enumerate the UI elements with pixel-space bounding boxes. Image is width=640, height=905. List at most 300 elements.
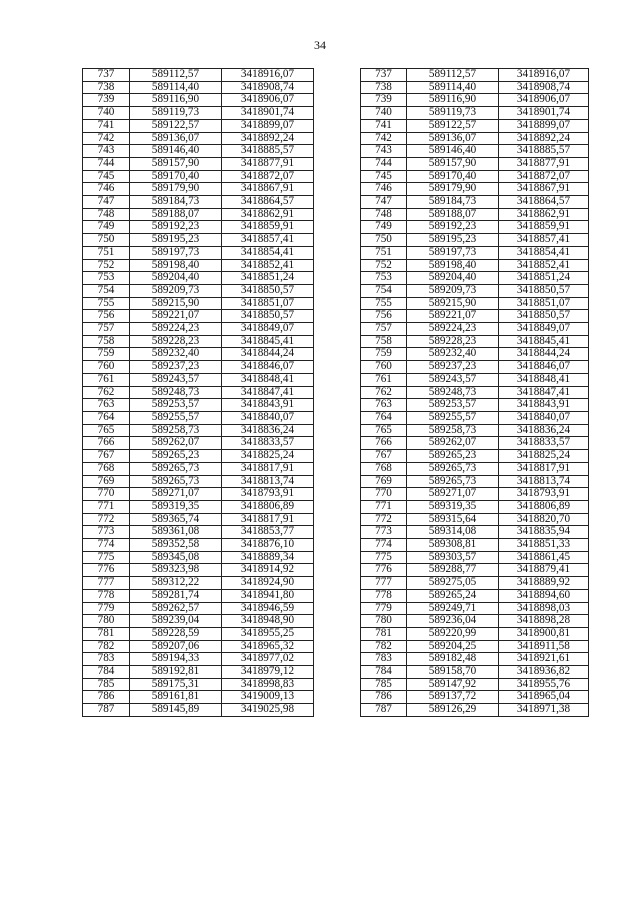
left-point-number-cell: 750 (83, 234, 130, 247)
left-y-coordinate-cell: 3418916,07 (222, 69, 314, 82)
left-y-coordinate-cell: 3418977,02 (222, 653, 314, 666)
column-gap (314, 234, 361, 247)
left-point-number-cell: 739 (83, 94, 130, 107)
table-row (83, 208, 589, 221)
left-x-coordinate-cell: 589188,07 (130, 208, 222, 221)
column-gap (314, 373, 361, 386)
left-y-coordinate-cell: 3418892,24 (222, 132, 314, 145)
table-row (83, 653, 589, 666)
right-y-coordinate-cell: 3418877,91 (499, 157, 589, 170)
right-y-coordinate-cell: 3418889,92 (499, 577, 589, 590)
column-gap (314, 666, 361, 679)
left-point-number-cell: 767 (83, 450, 130, 463)
left-y-coordinate-cell: 3418876,10 (222, 539, 314, 552)
table-row (83, 183, 589, 196)
right-point-number-cell: 782 (361, 640, 407, 653)
right-point-number-cell: 777 (361, 577, 407, 590)
column-gap (314, 183, 361, 196)
right-y-coordinate-cell: 3418813,74 (499, 475, 589, 488)
left-x-coordinate-cell: 589237,23 (130, 361, 222, 374)
right-x-coordinate-cell: 589265,24 (407, 589, 499, 602)
table-row (83, 310, 589, 323)
column-gap (314, 450, 361, 463)
left-point-number-cell: 747 (83, 196, 130, 209)
left-x-coordinate-cell: 589197,73 (130, 246, 222, 259)
left-y-coordinate-cell: 3418899,07 (222, 119, 314, 132)
left-x-coordinate-cell: 589262,07 (130, 437, 222, 450)
right-x-coordinate-cell: 589237,23 (407, 361, 499, 374)
right-x-coordinate-cell: 589308,81 (407, 539, 499, 552)
right-y-coordinate-cell: 3418892,24 (499, 132, 589, 145)
table-row (83, 627, 589, 640)
left-point-number-cell: 760 (83, 361, 130, 374)
right-point-number-cell: 773 (361, 526, 407, 539)
left-x-coordinate-cell: 589161,81 (130, 691, 222, 704)
right-y-coordinate-cell: 3418854,41 (499, 246, 589, 259)
right-y-coordinate-cell: 3418885,57 (499, 145, 589, 158)
left-x-coordinate-cell: 589271,07 (130, 488, 222, 501)
right-x-coordinate-cell: 589137,72 (407, 691, 499, 704)
left-point-number-cell: 752 (83, 259, 130, 272)
left-y-coordinate-cell: 3418849,07 (222, 323, 314, 336)
left-x-coordinate-cell: 589116,90 (130, 94, 222, 107)
column-gap (314, 500, 361, 513)
column-gap (314, 411, 361, 424)
right-x-coordinate-cell: 589271,07 (407, 488, 499, 501)
table-row (83, 615, 589, 628)
left-y-coordinate-cell: 3418914,92 (222, 564, 314, 577)
left-point-number-cell: 749 (83, 221, 130, 234)
right-y-coordinate-cell: 3418850,57 (499, 284, 589, 297)
left-point-number-cell: 751 (83, 246, 130, 259)
left-point-number-cell: 757 (83, 323, 130, 336)
right-y-coordinate-cell: 3418908,74 (499, 81, 589, 94)
column-gap (314, 551, 361, 564)
left-y-coordinate-cell: 3418854,41 (222, 246, 314, 259)
column-gap (314, 69, 361, 82)
left-point-number-cell: 740 (83, 107, 130, 120)
table-row (83, 386, 589, 399)
left-x-coordinate-cell: 589228,23 (130, 335, 222, 348)
left-y-coordinate-cell: 3418840,07 (222, 411, 314, 424)
table-row (83, 297, 589, 310)
right-point-number-cell: 764 (361, 411, 407, 424)
table-row (83, 666, 589, 679)
left-point-number-cell: 744 (83, 157, 130, 170)
right-point-number-cell: 772 (361, 513, 407, 526)
right-x-coordinate-cell: 589122,57 (407, 119, 499, 132)
right-point-number-cell: 757 (361, 323, 407, 336)
left-x-coordinate-cell: 589175,31 (130, 678, 222, 691)
right-point-number-cell: 756 (361, 310, 407, 323)
right-x-coordinate-cell: 589265,23 (407, 450, 499, 463)
right-x-coordinate-cell: 589288,77 (407, 564, 499, 577)
right-point-number-cell: 748 (361, 208, 407, 221)
left-x-coordinate-cell: 589119,73 (130, 107, 222, 120)
column-gap (314, 208, 361, 221)
table-row (83, 196, 589, 209)
left-point-number-cell: 770 (83, 488, 130, 501)
right-point-number-cell: 778 (361, 589, 407, 602)
column-gap (314, 602, 361, 615)
right-y-coordinate-cell: 3418861,45 (499, 551, 589, 564)
left-x-coordinate-cell: 589312,22 (130, 577, 222, 590)
right-y-coordinate-cell: 3418899,07 (499, 119, 589, 132)
left-point-number-cell: 772 (83, 513, 130, 526)
right-y-coordinate-cell: 3418862,91 (499, 208, 589, 221)
table-row (83, 170, 589, 183)
right-point-number-cell: 760 (361, 361, 407, 374)
left-y-coordinate-cell: 3418885,57 (222, 145, 314, 158)
table-row (83, 132, 589, 145)
table-row (83, 157, 589, 170)
right-y-coordinate-cell: 3418850,57 (499, 310, 589, 323)
left-x-coordinate-cell: 589365,74 (130, 513, 222, 526)
left-x-coordinate-cell: 589232,40 (130, 348, 222, 361)
right-y-coordinate-cell: 3418867,91 (499, 183, 589, 196)
column-gap (314, 475, 361, 488)
left-y-coordinate-cell: 3418859,91 (222, 221, 314, 234)
table-row (83, 234, 589, 247)
left-x-coordinate-cell: 589122,57 (130, 119, 222, 132)
left-y-coordinate-cell: 3418813,74 (222, 475, 314, 488)
table-row (83, 145, 589, 158)
right-point-number-cell: 754 (361, 284, 407, 297)
right-y-coordinate-cell: 3418857,41 (499, 234, 589, 247)
table-row (83, 107, 589, 120)
left-x-coordinate-cell: 589239,04 (130, 615, 222, 628)
right-point-number-cell: 767 (361, 450, 407, 463)
left-point-number-cell: 759 (83, 348, 130, 361)
right-point-number-cell: 770 (361, 488, 407, 501)
right-y-coordinate-cell: 3418901,74 (499, 107, 589, 120)
right-y-coordinate-cell: 3418851,24 (499, 272, 589, 285)
left-y-coordinate-cell: 3418998,83 (222, 678, 314, 691)
table-row (83, 69, 589, 82)
left-point-number-cell: 782 (83, 640, 130, 653)
left-y-coordinate-cell: 3419009,13 (222, 691, 314, 704)
left-x-coordinate-cell: 589221,07 (130, 310, 222, 323)
right-x-coordinate-cell: 589249,71 (407, 602, 499, 615)
table-row (83, 411, 589, 424)
left-x-coordinate-cell: 589248,73 (130, 386, 222, 399)
left-point-number-cell: 745 (83, 170, 130, 183)
right-x-coordinate-cell: 589204,25 (407, 640, 499, 653)
left-x-coordinate-cell: 589265,73 (130, 462, 222, 475)
column-gap (314, 678, 361, 691)
right-y-coordinate-cell: 3418833,57 (499, 437, 589, 450)
left-point-number-cell: 756 (83, 310, 130, 323)
left-y-coordinate-cell: 3418853,77 (222, 526, 314, 539)
right-x-coordinate-cell: 589303,57 (407, 551, 499, 564)
right-y-coordinate-cell: 3418851,33 (499, 539, 589, 552)
table-row (83, 335, 589, 348)
left-point-number-cell: 777 (83, 577, 130, 590)
left-x-coordinate-cell: 589192,81 (130, 666, 222, 679)
table-row (83, 81, 589, 94)
table-row (83, 437, 589, 450)
right-y-coordinate-cell: 3418911,58 (499, 640, 589, 653)
left-point-number-cell: 748 (83, 208, 130, 221)
column-gap (314, 94, 361, 107)
right-point-number-cell: 737 (361, 69, 407, 82)
right-x-coordinate-cell: 589197,73 (407, 246, 499, 259)
right-x-coordinate-cell: 589209,73 (407, 284, 499, 297)
left-y-coordinate-cell: 3418833,57 (222, 437, 314, 450)
left-point-number-cell: 780 (83, 615, 130, 628)
right-y-coordinate-cell: 3418898,28 (499, 615, 589, 628)
table-row (83, 272, 589, 285)
right-point-number-cell: 753 (361, 272, 407, 285)
right-y-coordinate-cell: 3418971,38 (499, 704, 589, 717)
right-y-coordinate-cell: 3418817,91 (499, 462, 589, 475)
right-point-number-cell: 749 (361, 221, 407, 234)
right-point-number-cell: 755 (361, 297, 407, 310)
column-gap (314, 539, 361, 552)
left-x-coordinate-cell: 589255,57 (130, 411, 222, 424)
right-point-number-cell: 761 (361, 373, 407, 386)
right-point-number-cell: 763 (361, 399, 407, 412)
table-row (83, 488, 589, 501)
left-point-number-cell: 785 (83, 678, 130, 691)
table-row (83, 361, 589, 374)
left-point-number-cell: 787 (83, 704, 130, 717)
right-point-number-cell: 783 (361, 653, 407, 666)
right-x-coordinate-cell: 589228,23 (407, 335, 499, 348)
left-point-number-cell: 784 (83, 666, 130, 679)
right-x-coordinate-cell: 589253,57 (407, 399, 499, 412)
left-y-coordinate-cell: 3418889,34 (222, 551, 314, 564)
right-y-coordinate-cell: 3418921,61 (499, 653, 589, 666)
right-x-coordinate-cell: 589182,48 (407, 653, 499, 666)
left-x-coordinate-cell: 589136,07 (130, 132, 222, 145)
left-y-coordinate-cell: 3418848,41 (222, 373, 314, 386)
column-gap (314, 653, 361, 666)
left-point-number-cell: 753 (83, 272, 130, 285)
left-point-number-cell: 768 (83, 462, 130, 475)
left-y-coordinate-cell: 3418857,41 (222, 234, 314, 247)
table-row (83, 259, 589, 272)
table-row (83, 678, 589, 691)
right-y-coordinate-cell: 3418848,41 (499, 373, 589, 386)
right-y-coordinate-cell: 3418900,81 (499, 627, 589, 640)
column-gap (314, 170, 361, 183)
table-row (83, 500, 589, 513)
left-point-number-cell: 786 (83, 691, 130, 704)
left-y-coordinate-cell: 3418825,24 (222, 450, 314, 463)
left-y-coordinate-cell: 3418851,24 (222, 272, 314, 285)
right-x-coordinate-cell: 589315,64 (407, 513, 499, 526)
right-x-coordinate-cell: 589204,40 (407, 272, 499, 285)
right-point-number-cell: 738 (361, 81, 407, 94)
right-point-number-cell: 768 (361, 462, 407, 475)
table-row (83, 399, 589, 412)
right-point-number-cell: 759 (361, 348, 407, 361)
column-gap (314, 424, 361, 437)
right-y-coordinate-cell: 3418845,41 (499, 335, 589, 348)
table-row (83, 221, 589, 234)
table-row (83, 640, 589, 653)
right-point-number-cell: 743 (361, 145, 407, 158)
column-gap (314, 577, 361, 590)
left-y-coordinate-cell: 3418965,32 (222, 640, 314, 653)
right-y-coordinate-cell: 3418916,07 (499, 69, 589, 82)
table-row (83, 284, 589, 297)
left-x-coordinate-cell: 589145,89 (130, 704, 222, 717)
column-gap (314, 488, 361, 501)
left-x-coordinate-cell: 589157,90 (130, 157, 222, 170)
right-point-number-cell: 785 (361, 678, 407, 691)
left-point-number-cell: 764 (83, 411, 130, 424)
table-row (83, 462, 589, 475)
right-x-coordinate-cell: 589126,29 (407, 704, 499, 717)
column-gap (314, 704, 361, 717)
right-point-number-cell: 765 (361, 424, 407, 437)
right-x-coordinate-cell: 589146,40 (407, 145, 499, 158)
column-gap (314, 437, 361, 450)
column-gap (314, 513, 361, 526)
left-point-number-cell: 774 (83, 539, 130, 552)
left-y-coordinate-cell: 3418872,07 (222, 170, 314, 183)
right-x-coordinate-cell: 589157,90 (407, 157, 499, 170)
table-row (83, 564, 589, 577)
right-y-coordinate-cell: 3418806,89 (499, 500, 589, 513)
column-gap (314, 323, 361, 336)
left-point-number-cell: 758 (83, 335, 130, 348)
right-y-coordinate-cell: 3418793,91 (499, 488, 589, 501)
column-gap (314, 81, 361, 94)
column-gap (314, 640, 361, 653)
right-x-coordinate-cell: 589136,07 (407, 132, 499, 145)
right-x-coordinate-cell: 589319,35 (407, 500, 499, 513)
column-gap (314, 119, 361, 132)
left-point-number-cell: 763 (83, 399, 130, 412)
table-row (83, 424, 589, 437)
column-gap (314, 361, 361, 374)
left-y-coordinate-cell: 3418845,41 (222, 335, 314, 348)
column-gap (314, 627, 361, 640)
right-x-coordinate-cell: 589198,40 (407, 259, 499, 272)
left-y-coordinate-cell: 3418901,74 (222, 107, 314, 120)
right-y-coordinate-cell: 3418846,07 (499, 361, 589, 374)
table-row (83, 119, 589, 132)
right-x-coordinate-cell: 589119,73 (407, 107, 499, 120)
coordinates-table (82, 68, 589, 717)
left-point-number-cell: 755 (83, 297, 130, 310)
right-point-number-cell: 758 (361, 335, 407, 348)
column-gap (314, 259, 361, 272)
column-gap (314, 564, 361, 577)
right-x-coordinate-cell: 589215,90 (407, 297, 499, 310)
left-x-coordinate-cell: 589198,40 (130, 259, 222, 272)
right-x-coordinate-cell: 589232,40 (407, 348, 499, 361)
left-x-coordinate-cell: 589262,57 (130, 602, 222, 615)
table-row (83, 704, 589, 717)
left-x-coordinate-cell: 589170,40 (130, 170, 222, 183)
table-row (83, 602, 589, 615)
left-x-coordinate-cell: 589194,33 (130, 653, 222, 666)
right-y-coordinate-cell: 3418836,24 (499, 424, 589, 437)
column-gap (314, 196, 361, 209)
right-y-coordinate-cell: 3418872,07 (499, 170, 589, 183)
right-y-coordinate-cell: 3418859,91 (499, 221, 589, 234)
right-y-coordinate-cell: 3418851,07 (499, 297, 589, 310)
left-point-number-cell: 754 (83, 284, 130, 297)
table-row (83, 246, 589, 259)
table-row (83, 526, 589, 539)
right-x-coordinate-cell: 589147,92 (407, 678, 499, 691)
right-point-number-cell: 747 (361, 196, 407, 209)
column-gap (314, 386, 361, 399)
table-row (83, 539, 589, 552)
right-point-number-cell: 741 (361, 119, 407, 132)
column-gap (314, 615, 361, 628)
left-y-coordinate-cell: 3418941,80 (222, 589, 314, 602)
column-gap (314, 246, 361, 259)
left-point-number-cell: 773 (83, 526, 130, 539)
left-y-coordinate-cell: 3418793,91 (222, 488, 314, 501)
table-row (83, 450, 589, 463)
left-x-coordinate-cell: 589265,73 (130, 475, 222, 488)
right-x-coordinate-cell: 589248,73 (407, 386, 499, 399)
right-point-number-cell: 744 (361, 157, 407, 170)
left-x-coordinate-cell: 589361,08 (130, 526, 222, 539)
left-y-coordinate-cell: 3418817,91 (222, 462, 314, 475)
column-gap (314, 589, 361, 602)
right-point-number-cell: 762 (361, 386, 407, 399)
right-point-number-cell: 781 (361, 627, 407, 640)
left-x-coordinate-cell: 589209,73 (130, 284, 222, 297)
left-y-coordinate-cell: 3418906,07 (222, 94, 314, 107)
right-x-coordinate-cell: 589188,07 (407, 208, 499, 221)
right-point-number-cell: 750 (361, 234, 407, 247)
right-x-coordinate-cell: 589275,05 (407, 577, 499, 590)
column-gap (314, 221, 361, 234)
right-x-coordinate-cell: 589184,73 (407, 196, 499, 209)
right-x-coordinate-cell: 589114,40 (407, 81, 499, 94)
column-gap (314, 526, 361, 539)
right-x-coordinate-cell: 589220,99 (407, 627, 499, 640)
column-gap (314, 399, 361, 412)
right-x-coordinate-cell: 589236,04 (407, 615, 499, 628)
left-x-coordinate-cell: 589345,08 (130, 551, 222, 564)
table-row (83, 475, 589, 488)
left-point-number-cell: 778 (83, 589, 130, 602)
table-row (83, 577, 589, 590)
left-y-coordinate-cell: 3418877,91 (222, 157, 314, 170)
left-y-coordinate-cell: 3418846,07 (222, 361, 314, 374)
right-y-coordinate-cell: 3418936,82 (499, 666, 589, 679)
right-point-number-cell: 779 (361, 602, 407, 615)
left-y-coordinate-cell: 3418817,91 (222, 513, 314, 526)
left-x-coordinate-cell: 589224,23 (130, 323, 222, 336)
left-x-coordinate-cell: 589146,40 (130, 145, 222, 158)
left-y-coordinate-cell: 3418806,89 (222, 500, 314, 513)
left-point-number-cell: 737 (83, 69, 130, 82)
left-y-coordinate-cell: 3418850,57 (222, 284, 314, 297)
column-gap (314, 284, 361, 297)
right-x-coordinate-cell: 589224,23 (407, 323, 499, 336)
left-y-coordinate-cell: 3418850,57 (222, 310, 314, 323)
right-y-coordinate-cell: 3418847,41 (499, 386, 589, 399)
left-x-coordinate-cell: 589265,23 (130, 450, 222, 463)
column-gap (314, 132, 361, 145)
left-y-coordinate-cell: 3418862,91 (222, 208, 314, 221)
right-x-coordinate-cell: 589265,73 (407, 475, 499, 488)
left-point-number-cell: 766 (83, 437, 130, 450)
right-y-coordinate-cell: 3418835,94 (499, 526, 589, 539)
column-gap (314, 107, 361, 120)
